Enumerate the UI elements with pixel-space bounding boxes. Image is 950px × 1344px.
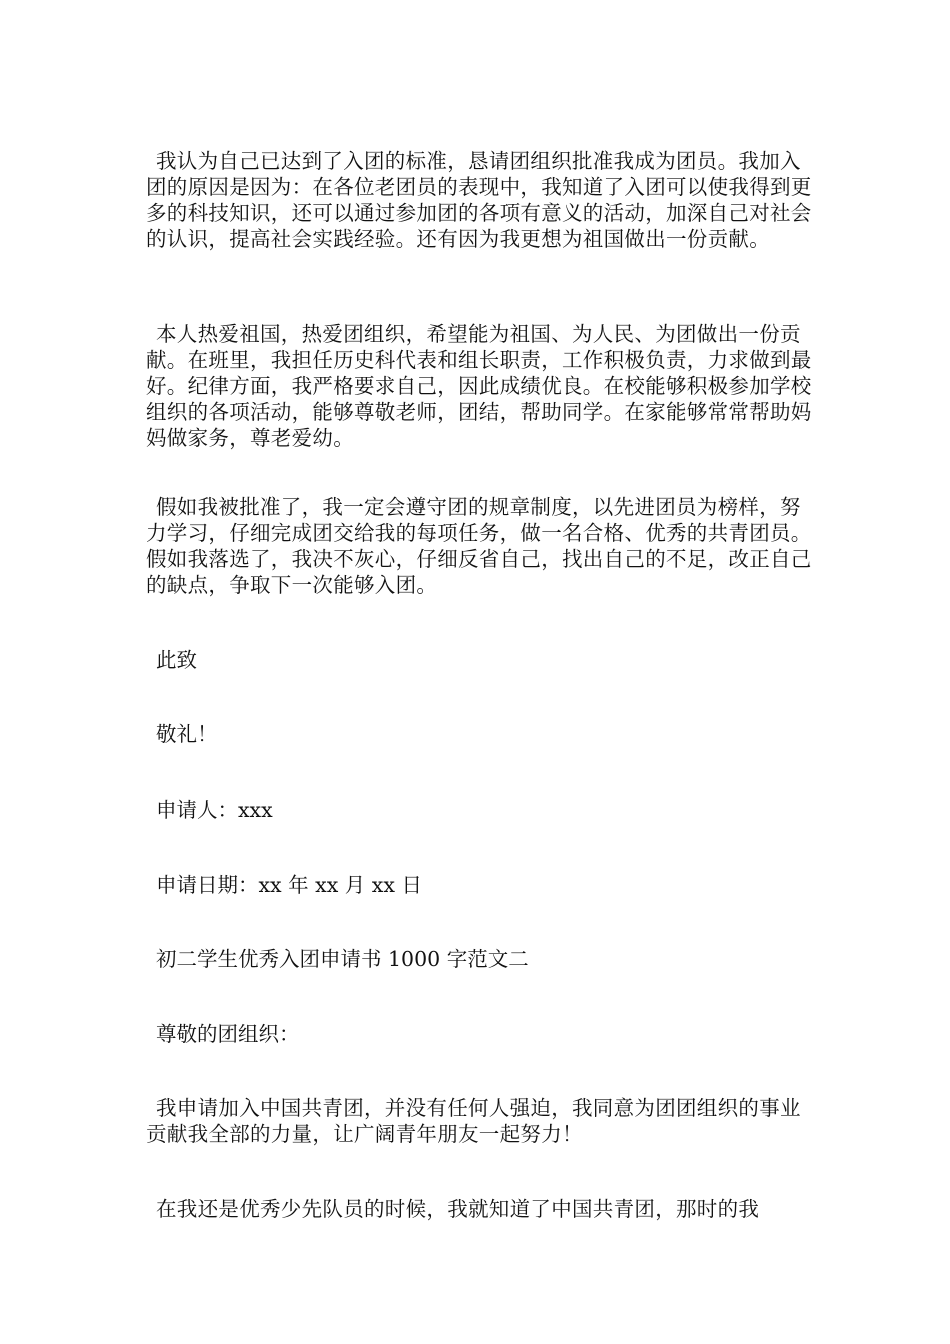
paragraph-self-description: 本人热爱祖国，热爱团组织，希望能为祖国、为人民、为团做出一份贡献。在班里，我担任历史科代表和组长职责，工作积极负责，力求做到最好。纪律方面，我严格要求自己，因此成绩优良。在校能够积极参加学校组织的各项活动，能够尊敬老师，团结，帮助同学。在家能够常常帮助妈妈做家务，尊老爱幼。 bbox=[146, 322, 812, 450]
date-line: 申请日期：xx 年 xx 月 xx 日 bbox=[156, 873, 422, 897]
applicant-line: 申请人：xxx bbox=[156, 798, 273, 822]
paragraph-commitment: 假如我被批准了，我一定会遵守团的规章制度，以先进团员为榜样，努力学习，仔细完成团交给我的每项任务，做一名合格、优秀的共青团员。假如我落选了，我决不灰心，仔细反省自己，找出自己的不足，改正自己的缺点，争取下一次能够入团。 bbox=[146, 495, 812, 597]
section-title: 初二学生优秀入团申请书 1000 字范文二 bbox=[156, 947, 529, 971]
paragraph-reasons: 我认为自己已达到了入团的标准，恳请团组织批准我成为团员。我加入团的原因是因为：在各位老团员的表现中，我知道了入团可以使我得到更多的科技知识，还可以通过参加团的各项有意义的活动，加深自己对社会的认识，提高社会实践经验。还有因为我更想为祖国做出一份贡献。 bbox=[146, 149, 812, 251]
closing-cizhi: 此致 bbox=[156, 648, 197, 672]
paragraph-young-pioneer: 在我还是优秀少先队员的时候，我就知道了中国共青团，那时的我 bbox=[156, 1197, 760, 1221]
paragraph-application: 我申请加入中国共青团，并没有任何人强迫，我同意为团团组织的事业贡献我全部的力量，让广阔青年朋友一起努力！ bbox=[146, 1096, 801, 1146]
closing-jingli: 敬礼！ bbox=[156, 722, 218, 746]
salutation: 尊敬的团组织： bbox=[156, 1022, 300, 1046]
